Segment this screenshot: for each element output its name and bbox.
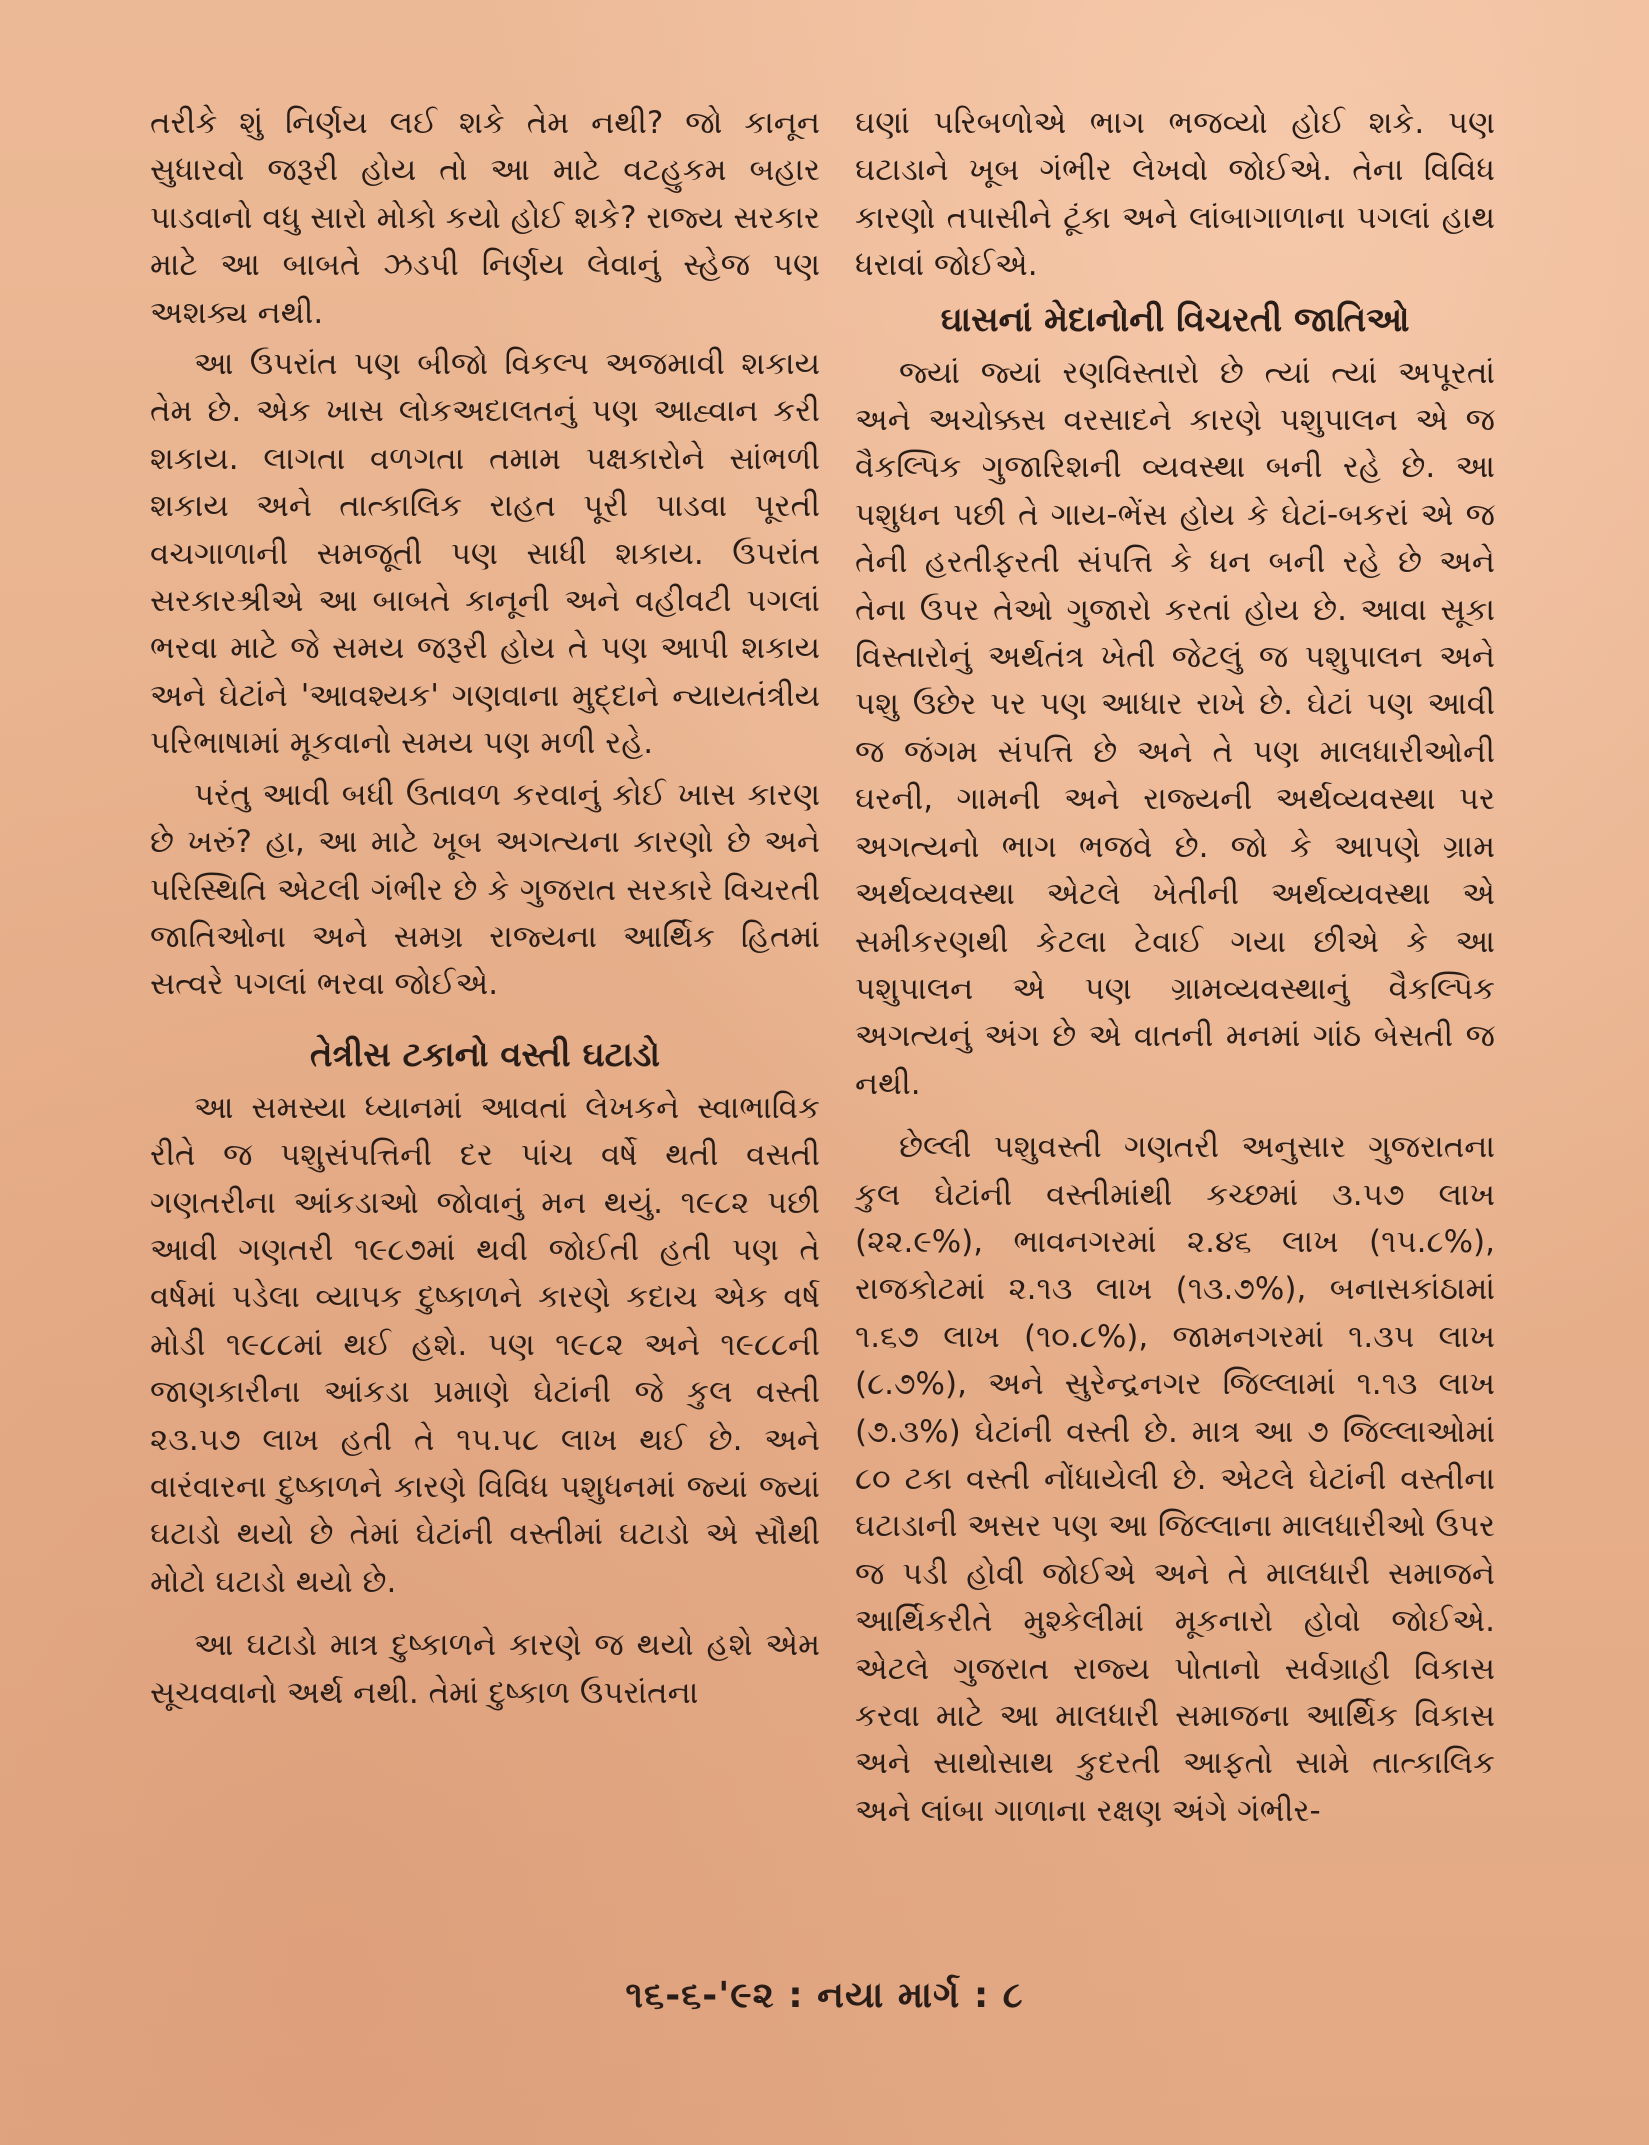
right-column bbox=[855, 100, 1495, 1835]
left-paragraph-3: પરંતુ આવી બધી ઉતાવળ કરવાનું કોઈ ખાસ કારણ છે ખરું? હા, આ માટે ખૂબ અગત્યના કારણો છે અને પરિસ્થિતિ એટલી ગંભીર છે કે ગુજરાત સરકારે વિચરતી જાતિઓના અને સમગ્ર રાજ્યના આર્થિક હિતમાં સત્વરે પગલાં ભરવા જોઈએ. bbox=[150, 776, 820, 1003]
left-paragraph-1: તરીકે શું નિર્ણય લઈ શકે તેમ નથી? જો કાનૂન સુધારવો જરૂરી હોય તો આ માટે વટહુકમ બહાર પાડવાનો વધુ સારો મોકો કયો હોઈ શકે? રાજ્ય સરકાર માટે આ બાબતે ઝડપી નિર્ણય લેવાનું સ્હેજ પણ અશક્ય નથી. bbox=[150, 105, 820, 331]
right-paragraph-3: છેલ્લી પશુવસ્તી ગણતરી અનુસાર ગુજરાતના કુલ ઘેટાંની વસ્તીમાંથી કચ્છમાં ૩.૫૭ લાખ (૨૨.૯%), ભાવનગરમાં ૨.૪૬ લાખ (૧૫.૮%), રાજકોટમાં ૨.૧૩ લાખ (૧૩.૭%), બનાસકાંઠામાં ૧.૬૭ લાખ (૧૦.૮%), જામનગરમાં ૧.૩૫ લાખ (૮.૭%), અને સુરેન્દ્રનગર જિલ્લામાં ૧.૧૩ લાખ (૭.૩%) ઘેટાંની વસ્તી છે. માત્ર આ ૭ જિલ્લાઓમાં ૮૦ ટકા વસ્તી નોંધાયેલી છે. એટલે ઘેટાંની વસ્તીના ઘટાડાની અસર પણ આ જિલ્લાના માલધારીઓ ઉપર જ પડી હોવી જોઈએ અને તે માલધારી સમાજને આર્થિકરીતે મુશ્કેલીમાં મૂકનારો હોવો જોઈએ. એટલે ગુજરાત રાજ્ય પોતાનો સર્વગ્રાહી વિકાસ કરવા માટે આ માલધારી સમાજના આર્થિક વિકાસ અને સાથોસાથ કુદરતી આફતો સામે તાત્કાલિક અને લાંબા ગાળાના રક્ષણ અંગે ગંભીર- bbox=[855, 1129, 1495, 1829]
right-paragraph-1: ઘણાં પરિબળોએ ભાગ ભજવ્યો હોઈ શકે. પણ ઘટાડાને ખૂબ ગંભીર લેખવો જોઈએ. તેના વિવિધ કારણો તપાસીને ટૂંકા અને લાંબાગાળાના પગલાં હાથ ધરાવાં જોઈએ. bbox=[855, 105, 1495, 284]
page-footer: ૧૬-૬-'૯૨ : નયા માર્ગ : ૮ bbox=[625, 1975, 1024, 2016]
section-heading-grassland-nomads: ઘાસનાં મેદાનોની વિચરતી જાતિઓ bbox=[940, 299, 1410, 340]
left-paragraph-4: આ સમસ્યા ધ્યાનમાં આવતાં લેખકને સ્વાભાવિક રીતે જ પશુસંપત્તિની દર પાંચ વર્ષે થતી વસતી ગણતરીના આંકડાઓ જોવાનું મન થયું. ૧૯૮૨ પછી આવી ગણતરી ૧૯૮૭માં થવી જોઈતી હતી પણ તે વર્ષમાં પડેલા વ્યાપક દુષ્કાળને કારણે કદાચ એક વર્ષ મોડી ૧૯૮૮માં થઈ હશે. પણ ૧૯૮૨ અને ૧૯૮૮ની જાણકારીના આંકડા પ્રમાણે ઘેટાંની જે કુલ વસ્તી ૨૩.૫૭ લાખ હતી તે ૧૫.૫૮ લાખ થઈ છે. અને વારંવારના દુષ્કાળને કારણે વિવિધ પશુધનમાં જ્યાં જ્યાં ઘટાડો થયો છે તેમાં ઘેટાંની વસ્તીમાં ઘટાડો એ સૌથી મોટો ઘટાડો થયો છે. bbox=[150, 1089, 820, 1600]
section-heading-population-decline: તેત્રીસ ટકાનો વસ્તી ઘટાડો bbox=[310, 1034, 660, 1075]
left-paragraph-5: આ ઘટાડો માત્ર દુષ્કાળને કારણે જ થયો હશે એમ સૂચવવાનો અર્થ નથી. તેમાં દુષ્કાળ ઉપરાંતના bbox=[150, 1627, 820, 1711]
left-paragraph-2: આ ઉપરાંત પણ બીજો વિકલ્પ અજમાવી શકાય તેમ છે. એક ખાસ લોકઅદાલતનું પણ આહ્વાન કરી શકાય. લાગતા વળગતા તમામ પક્ષકારોને સાંભળી શકાય અને તાત્કાલિક રાહત પૂરી પાડવા પૂરતી વચગાળાની સમજૂતી પણ સાધી શકાય. ઉપરાંત સરકારશ્રીએ આ બાબતે કાનૂની અને વહીવટી પગલાં ભરવા માટે જે સમય જરૂરી હોય તે પણ આપી શકાય અને ઘેટાંને 'આવશ્યક' ગણવાના મુદ્દાને ન્યાયતંત્રીય પરિભાષામાં મૂકવાનો સમય પણ મળી રહે. bbox=[150, 346, 820, 762]
right-paragraph-2: જ્યાં જ્યાં રણવિસ્તારો છે ત્યાં ત્યાં અપૂરતાં અને અચોક્કસ વરસાદને કારણે પશુપાલન એ જ વૈકલ્પિક ગુજારિશની વ્યવસ્થા બની રહે છે. આ પશુધન પછી તે ગાય-ભેંસ હોય કે ઘેટાં-બકરાં એ જ તેની હરતીફરતી સંપત્તિ કે ધન બની રહે છે અને તેના ઉપર તેઓ ગુજારો કરતાં હોય છે. આવા સૂકા વિસ્તારોનું અર્થતંત્ર ખેતી જેટલું જ પશુપાલન અને પશુ ઉછેર પર પણ આધાર રાખે છે. ઘેટાં પણ આવી જ જંગમ સંપત્તિ છે અને તે પણ માલધારીઓની ઘરની, ગામની અને રાજ્યની અર્થવ્યવસ્થા પર અગત્યનો ભાગ ભજવે છે. જો કે આપણે ગ્રામ અર્થવ્યવસ્થા એટલે ખેતીની અર્થવ્યવસ્થા એ સમીકરણથી કેટલા ટેવાઈ ગયા છીએ કે આ પશુપાલન એ પણ ગ્રામવ્યવસ્થાનું વૈકલ્પિક અગત્યનું અંગ છે એ વાતની મનમાં ગાંઠ બેસતી જ નથી. bbox=[855, 354, 1495, 1102]
left-column bbox=[150, 100, 820, 1717]
